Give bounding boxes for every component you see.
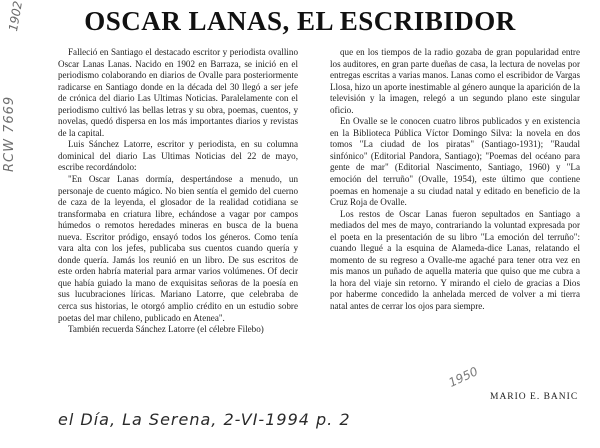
paragraph: que en los tiempos de la radio gozaba de gran popularidad entre los auditores, en gran parte dueñas de casa, la lectura de novelas por entregas escritas a varias manos. Lanas como el escribidor de Vargas Llosa, hizo un aporte inestimable al género aunque la aparición de la televisión y la imagen, relegó a un segundo plano este singular oficio.: [330, 47, 580, 115]
paragraph: Los restos de Oscar Lanas fueron sepultados en Santiago a mediados del mes de mayo, contrariando la voluntad expresada por el poeta en la presentación de su libro "La emoción del terruño": cuando llegué a la esquina de Alameda-dice Lanas, relatando el momento de su regreso a Ovalle-me agaché para tener otra vez en mis manos un puñado de aquella materia que quiso que me cubra a la hora del viaje sin retorno. Y mirando el cielo de gracias a Dios por haberme concedido la anhelada merced de volver a mi tierra natal antes de cerrar los ojos para siempre.: [330, 208, 580, 312]
right-column: [330, 47, 580, 313]
handwritten-year-left: 1902: [6, 0, 26, 33]
paragraph: "En Oscar Lanas dormía, despertándose a menudo, un personaje de cuento mágico. No bien sentía el gemido del cuerno de caza de la leyenda, el glosador de la realidad cotidiana se transformaba en criatura libre, echándose a vagar por campos húmedos o remotos heredades mineras en busca de la buena nueva. Escritor pródigo, ensayó todos los géneros. Como tenía vara alta con los jefes, publicaba sus cuentos cuando quería y donde quería. Jamás los reunió en un libro. De sus escritos de este orden habría material para armar varios volúmenes. Of decir que había guiado la mano de exquisitas señoras de la poesía en sus lucubraciones líricas. Mariano Latorre, que celebraba de cerca sus historias, le otorgó amplio crédito en un estudio sobre poetas del mar chileno, publicado en Atenea".: [58, 174, 298, 323]
handwritten-year-right: 1950: [446, 364, 481, 390]
paragraph: Luis Sánchez Latorre, escritor y periodista, en su columna dominical del diario Las Ultimas Noticias del 22 de mayo, escribe recordándolo:: [58, 139, 298, 173]
handwritten-source-note: el Día, La Serena, 2-VI-1994 p. 2: [58, 410, 351, 429]
article-title: OSCAR LANAS, EL ESCRIBIDOR: [84, 6, 516, 36]
left-column: [58, 47, 298, 336]
paragraph: Falleció en Santiago el destacado escritor y periodista ovallino Oscar Lanas Lanas. Nacido en 1902 en Barraza, se inició en el periodismo colaborando en diarios de Ovalle para posteriormente radicarse en Santiago donde en la década del 30 llegó a ser jefe de crónica del diario Las Ultimas Noticias. Paralelamente con el periodismo cultivó las bellas letras y su obra, poemas, cuentos, y novelas, quedó dispersa en los más importantes diarios y revistas de la capital.: [58, 47, 298, 138]
paragraph: También recuerda Sánchez Latorre (el célebre Filebo): [68, 324, 264, 335]
handwritten-reference-code: RCW 7669: [2, 95, 17, 172]
author-signature: MARIO E. BANIC: [490, 392, 579, 402]
paragraph: En Ovalle se le conocen cuatro libros publicados y en existencia en la Biblioteca Pública Víctor Domingo Silva: la novela en dos tomos "La ciudad de los piratas" (Santiago-1931); "Raudal sinfónico" (Editorial Pandora, Santiago); "Poemas del océano para gente de mar" (Editorial Nascimento, Santiago, 1960) y "La emoción del terruño" (Ovalle, 1954), este último que contiene poemas en homenaje a su ciudad natal y editado en beneficio de la Cruz Roja de Ovalle.: [330, 116, 580, 208]
